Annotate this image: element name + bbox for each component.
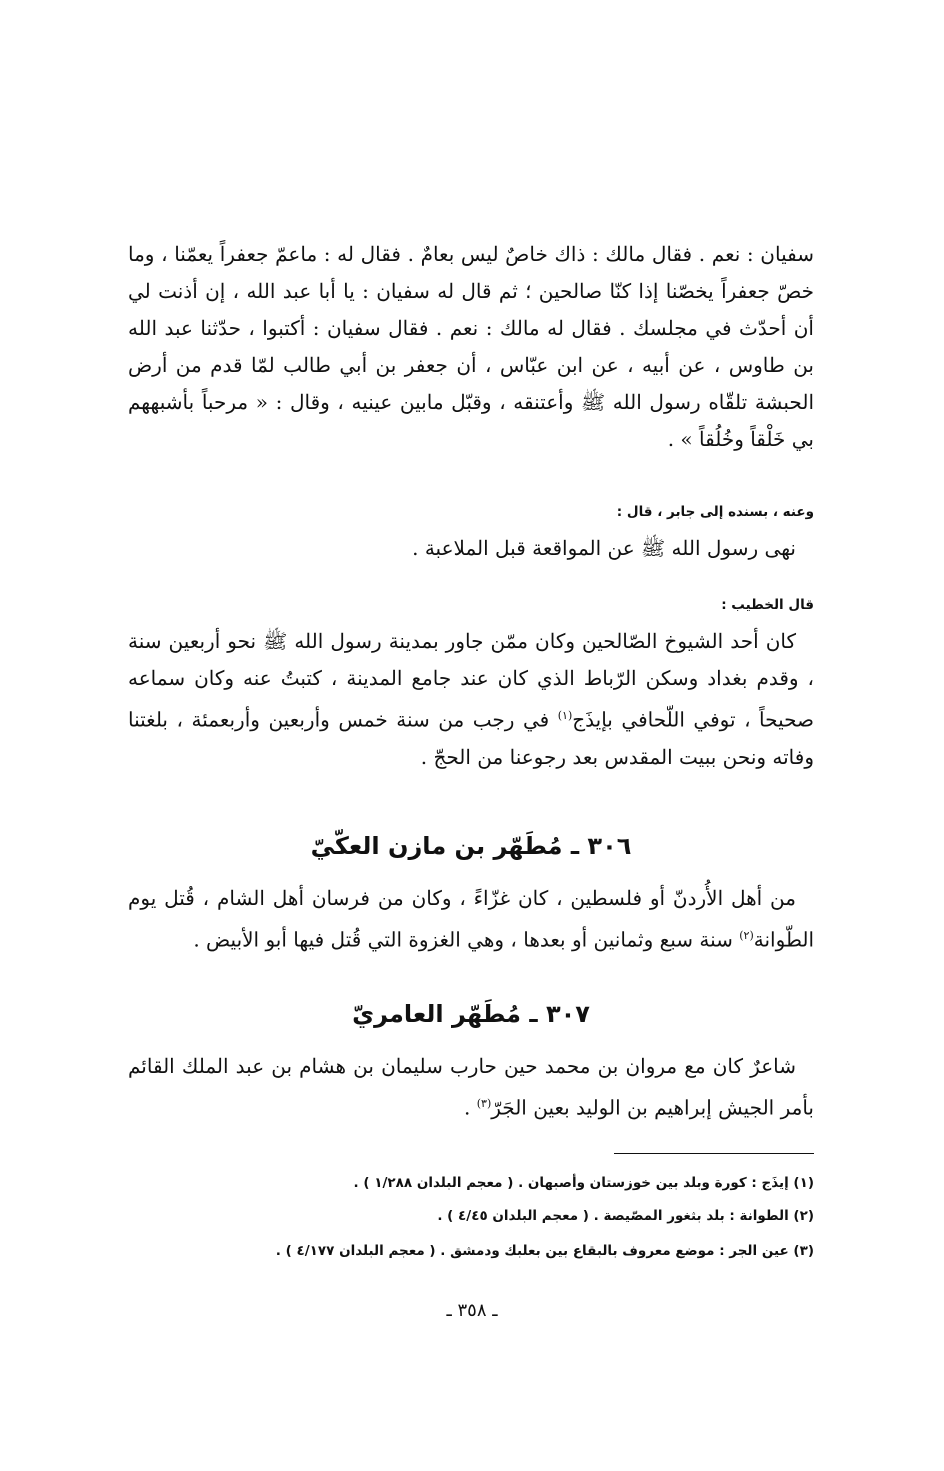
entry-heading: ٣٠٧ ـ مُطَهّر العامريّ xyxy=(352,1000,590,1028)
text-segment: سنة سبع وثمانين أو بعدها ، وهي الغزوة التي قُتل فيها أبو الأبيض . xyxy=(193,927,740,952)
paragraph-text xyxy=(128,623,814,776)
footnote-2: (٢) الطوانة : بلد بثغور المصّيصة . ( معجم البلدان ٤/٤٥ ) . xyxy=(437,1208,814,1224)
entry-307 xyxy=(128,994,814,1127)
section-jabir xyxy=(128,498,814,567)
paragraph-sufyan xyxy=(128,236,814,458)
footnote-ref-2: (٢) xyxy=(739,929,754,942)
footnote-1: (١) إيذَج : كورة وبلد بين خوزستان وأصبهان . ( معجم البلدان ١/٢٨٨ ) . xyxy=(353,1175,814,1191)
narration-label: وعنه ، بسنده إلى جابر ، قال : xyxy=(616,504,814,520)
page-number: ـ ٣٥٨ ـ xyxy=(446,1300,498,1321)
section-khatib xyxy=(128,591,814,776)
entry-heading: ٣٠٦ ـ مُطَهّر بن مازن العكّيّ xyxy=(310,832,632,860)
footnote-3: (٣) عين الجر : موضع معروف بالبقاع بين بعلبك ودمشق . ( معجم البلدان ٤/١٧٧ ) . xyxy=(275,1243,814,1259)
text-segment: كان أحد الشيوخ الصّالحين وكان ممّن جاور بمدينة رسول الله ﷺ نحو أربعين سنة ، وقدم بغداد وسكن الرّباط الذي كان عند جامع المدينة ، كتبتُ عنه وكان سماعه صحيحاً ، توفي اللّحافي بإيذَج xyxy=(128,629,814,732)
paragraph-text: سفيان : نعم . فقال مالك : ذاك خاصٌ ليس بعامٌ . فقال له : ماعمّ جعفراً يعمّنا ، وما خصّ جعفراً يخصّنا إذا كنّا صالحين ؛ ثم قال له سفيان : يا أبا عبد الله ، إن أذنت لي أن أحدّث في مجلسك . فقال له مالك : نعم . فقال سفيان : أكتبوا ، حدّثنا عبد الله بن طاوس ، عن أبيه ، عن ابن عبّاس ، أن جعفر بن أبي طالب لمّا قدم من أرض الحبشة تلقّاه رسول الله ﷺ وأعتنقه ، وقبّل مابين عينيه ، وقال : « مرحباً بأشبههم بي خَلْقاً وخُلُقاً » . xyxy=(128,242,814,451)
paragraph-text: نهى رسول الله ﷺ عن المواقعة قبل الملاعبة . xyxy=(412,536,796,560)
entry-306 xyxy=(128,826,814,959)
footnote-ref-3: (٣) xyxy=(476,1097,492,1110)
text-segment: في رجب من سنة خمس وأربعين وأربعمئة ، بلغتنا وفاته ونحن ببيت المقدس بعد رجوعنا من الحجّ . xyxy=(128,707,814,769)
paragraph-text xyxy=(128,1048,814,1127)
text-segment: شاعرٌ كان مع مروان بن محمد حين حارب سليمان بن هشام بن عبد الملك القائم بأمر الجيش إبراهيم بن الوليد بعين الجَرّ xyxy=(128,1054,814,1120)
narration-label: قال الخطيب : xyxy=(721,597,814,613)
paragraph-text xyxy=(128,880,814,959)
text-segment: من أهل الأُردنّ أو فلسطين ، كان غزّاءً ، وكان من فرسان أهل الشام ، قُتل يوم الطّوانة xyxy=(128,886,814,952)
footnote-ref-1: (١) xyxy=(557,709,573,722)
footnote-divider xyxy=(614,1153,814,1154)
text-segment: . xyxy=(464,1095,477,1120)
